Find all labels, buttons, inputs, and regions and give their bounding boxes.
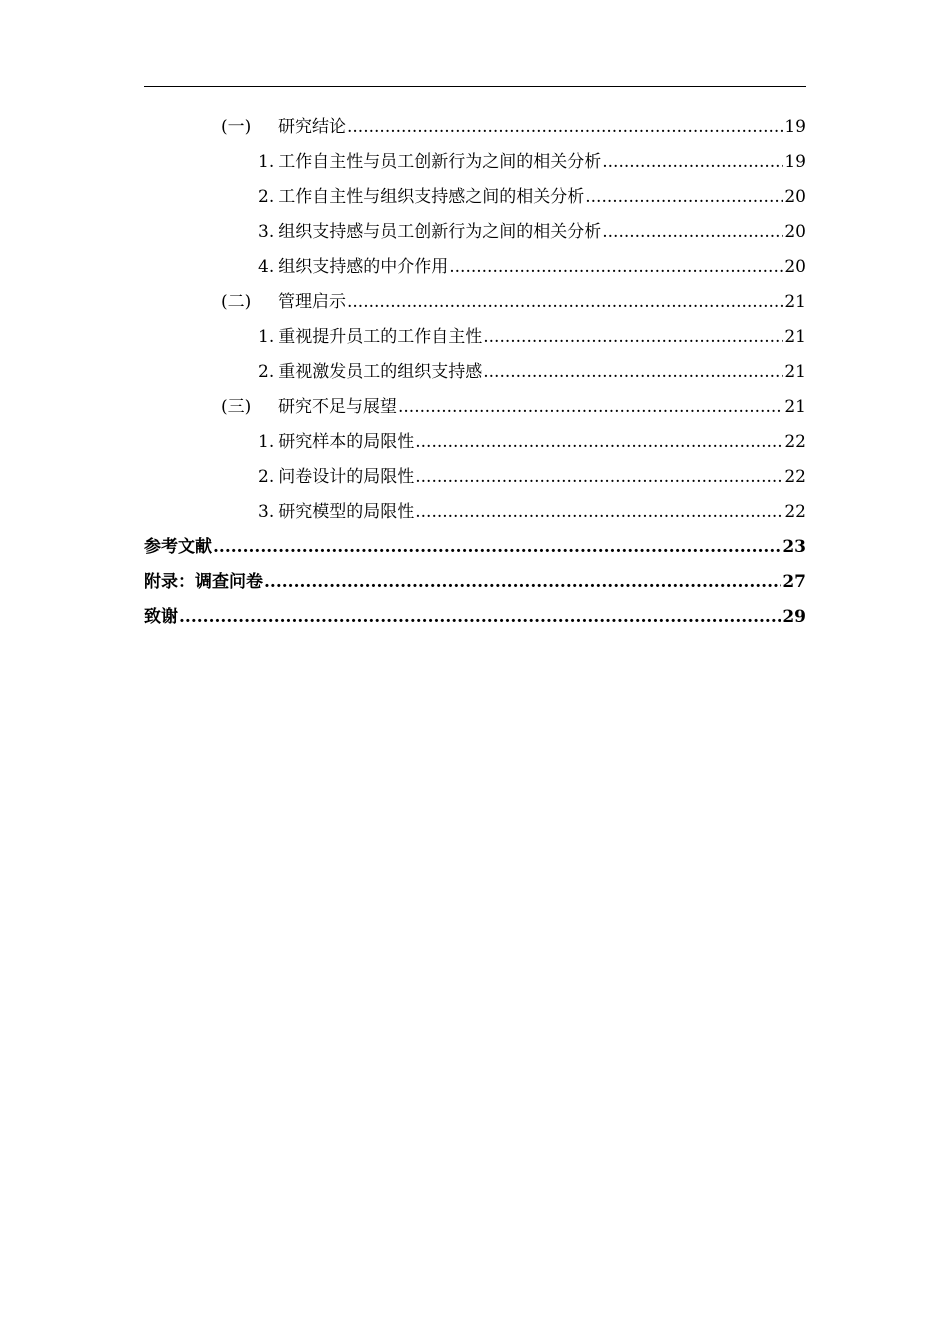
toc-dot-leader [483,320,783,355]
toc-dot-leader [415,460,783,495]
toc-entry-number: 1. [258,432,275,452]
toc-entry-label: 重视提升员工的工作自主性 [278,327,483,347]
toc-entry-page: 21 [784,362,806,382]
toc-entry-page: 21 [784,327,806,347]
toc-entry-label: 组织支持感的中介作用 [278,257,449,277]
toc-entry-label: 管理启示 [278,292,346,312]
toc-entry-page: 20 [784,187,806,207]
toc-entry-number: 3. [258,222,275,242]
toc-entry-label: 研究样本的局限性 [278,432,415,452]
toc-entry-conclusions[interactable] [144,110,806,145]
toc-entry-appendix[interactable] [144,565,806,600]
toc-dot-leader [483,355,783,390]
toc-entry-page: 19 [784,152,806,172]
toc-entry-number: 2. [258,467,275,487]
toc-entry-label: 研究不足与展望 [278,397,397,417]
toc-entry-number: (一) [221,117,252,137]
toc-dot-leader [398,390,783,425]
toc-entry-page: 20 [784,257,806,277]
toc-entry-page: 22 [784,467,806,487]
table-of-contents [144,110,806,635]
toc-entry-questionnaire-limits[interactable] [144,460,806,495]
toc-dot-leader [585,180,783,215]
toc-dot-leader [602,145,783,180]
toc-entry-autonomy-support[interactable] [144,180,806,215]
toc-dot-leader [347,285,783,320]
toc-dot-leader [415,425,783,460]
toc-entry-number: 4. [258,257,275,277]
toc-entry-label: 组织支持感与员工创新行为之间的相关分析 [278,222,602,242]
toc-entry-mediation[interactable] [144,250,806,285]
toc-entry-number: (三) [221,397,252,417]
toc-entry-label: 附录：调查问卷 [144,572,263,592]
toc-entry-management-implications[interactable] [144,285,806,320]
toc-entry-references[interactable] [144,530,806,565]
toc-entry-label: 工作自主性与组织支持感之间的相关分析 [278,187,585,207]
toc-dot-leader [347,110,783,145]
toc-entry-label: 问卷设计的局限性 [278,467,415,487]
toc-dot-leader [449,250,783,285]
toc-entry-improve-autonomy[interactable] [144,320,806,355]
toc-entry-number: 1. [258,152,275,172]
toc-entry-page: 21 [784,292,806,312]
toc-entry-number: (二) [221,292,252,312]
toc-entry-page: 23 [782,537,806,557]
toc-entry-label: 致谢 [144,607,178,627]
toc-entry-number: 2. [258,362,275,382]
toc-entry-page: 21 [784,397,806,417]
header-rule [144,86,806,87]
toc-entry-number: 1. [258,327,275,347]
toc-dot-leader [602,215,783,250]
toc-entry-limitations-outlook[interactable] [144,390,806,425]
toc-entry-label: 参考文献 [144,537,212,557]
toc-entry-acknowledgements[interactable] [144,600,806,635]
toc-entry-page: 22 [784,432,806,452]
toc-dot-leader [264,565,781,600]
toc-entry-label: 工作自主性与员工创新行为之间的相关分析 [278,152,602,172]
toc-entry-page: 19 [784,117,806,137]
toc-entry-page: 29 [782,607,806,627]
toc-dot-leader [415,495,783,530]
toc-entry-model-limits[interactable] [144,495,806,530]
toc-dot-leader [213,530,781,565]
toc-entry-number: 3. [258,502,275,522]
toc-entry-number: 2. [258,187,275,207]
toc-entry-page: 27 [782,572,806,592]
toc-entry-label: 重视激发员工的组织支持感 [278,362,483,382]
toc-dot-leader [179,600,781,635]
toc-entry-stimulate-support[interactable] [144,355,806,390]
toc-entry-label: 研究模型的局限性 [278,502,415,522]
toc-entry-page: 22 [784,502,806,522]
toc-entry-page: 20 [784,222,806,242]
toc-entry-sample-limits[interactable] [144,425,806,460]
toc-entry-label: 研究结论 [278,117,346,137]
toc-entry-support-innovation[interactable] [144,215,806,250]
toc-entry-autonomy-innovation[interactable] [144,145,806,180]
